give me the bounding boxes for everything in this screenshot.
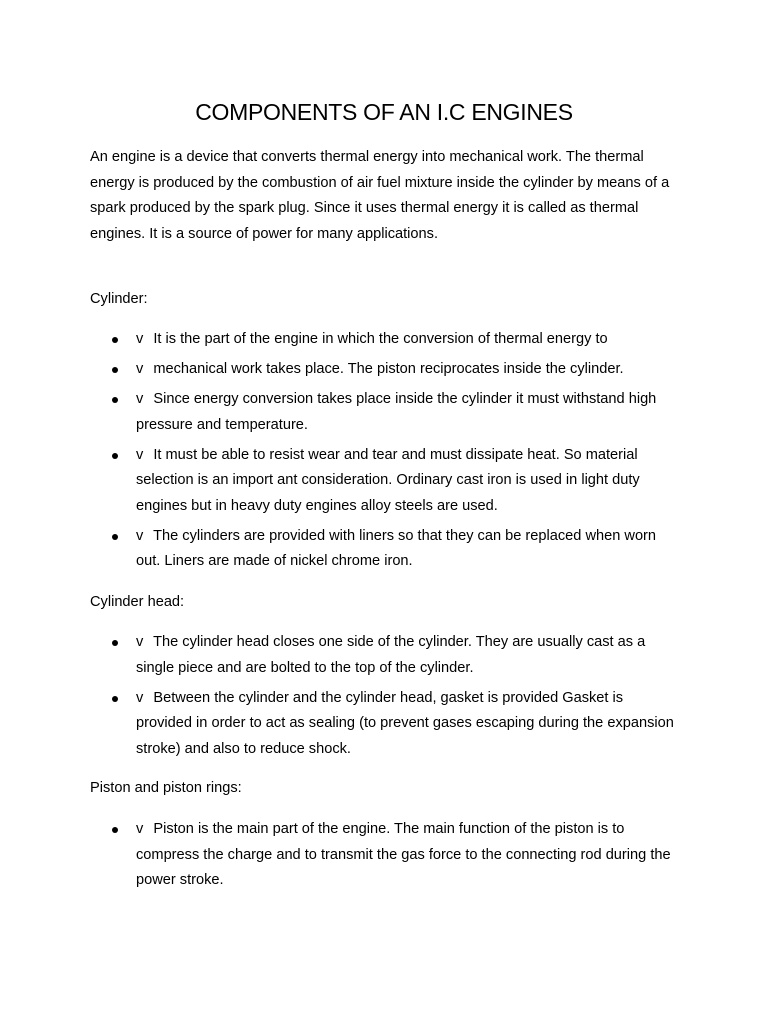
list-item-text: Between the cylinder and the cylinder head, gasket is provided Gasket is provided in order to act as sealing (to prevent gases escaping during the expansion stroke) and also to reduce shock. bbox=[136, 689, 674, 757]
bullet-dot-icon bbox=[112, 367, 118, 373]
list-item-text: The cylinder head closes one side of the cylinder. They are usually cast as a single piece and are bolted to the top of the cylinder. bbox=[136, 634, 646, 676]
intro-paragraph: An engine is a device that converts thermal energy into mechanical work. The thermal energy is produced by the combustion of air fuel mixture inside the cylinder by means of a spark produced by the spark plug. Since it uses thermal energy it is called as thermal engines. It is a source of power for many applications. bbox=[90, 149, 670, 242]
list-item-text: Since energy conversion takes place inside the cylinder it must withstand high pressure and temperature. bbox=[136, 391, 657, 433]
list-item-text: mechanical work takes place. The piston reciprocates inside the cylinder. bbox=[153, 361, 624, 377]
list-item-text: It is the part of the engine in which the conversion of thermal energy to bbox=[153, 331, 608, 347]
v-marker: v bbox=[136, 634, 144, 650]
v-marker: v bbox=[136, 446, 144, 463]
list-item bbox=[90, 524, 680, 575]
page-title: COMPONENTS OF AN I.C ENGINES bbox=[195, 99, 573, 125]
list-item bbox=[90, 817, 680, 894]
list-item-text: It must be able to resist wear and tear and must dissipate heat. So material selection is an import ant consideration. Ordinary cast iron is used in light duty engines but in heavy duty engines alloy steels are used. bbox=[136, 446, 640, 514]
list-item bbox=[90, 357, 680, 383]
bullet-dot-icon bbox=[112, 696, 118, 702]
list-item bbox=[90, 443, 680, 520]
piston-bullet-list bbox=[90, 817, 680, 898]
v-marker: v bbox=[136, 361, 144, 377]
list-item bbox=[90, 327, 680, 353]
section-heading-cylinder-head: Cylinder head: bbox=[90, 594, 185, 610]
bullet-dot-icon bbox=[112, 640, 118, 646]
list-item-text: The cylinders are provided with liners so that they can be replaced when worn out. Liners are made of nickel chrome iron. bbox=[136, 527, 657, 569]
cylinder-head-bullet-list bbox=[90, 630, 680, 767]
bullet-dot-icon bbox=[112, 534, 118, 540]
section-heading-cylinder: Cylinder: bbox=[90, 291, 148, 307]
list-item-text: Piston is the main part of the engine. The main function of the piston is to compress the charge and to transmit the gas force to the connecting rod during the power stroke. bbox=[136, 821, 671, 888]
list-item bbox=[90, 387, 680, 438]
bullet-dot-icon bbox=[112, 337, 118, 343]
list-item bbox=[90, 686, 680, 763]
v-marker: v bbox=[136, 527, 144, 544]
list-item bbox=[90, 630, 680, 681]
bullet-dot-icon bbox=[112, 453, 118, 459]
v-marker: v bbox=[136, 689, 144, 706]
bullet-dot-icon bbox=[112, 827, 118, 833]
bullet-dot-icon bbox=[112, 397, 118, 403]
v-marker: v bbox=[136, 391, 144, 407]
section-heading-piston: Piston and piston rings: bbox=[90, 780, 242, 796]
cylinder-bullet-list bbox=[90, 327, 680, 579]
v-marker: v bbox=[136, 821, 144, 837]
v-marker: v bbox=[136, 331, 144, 347]
